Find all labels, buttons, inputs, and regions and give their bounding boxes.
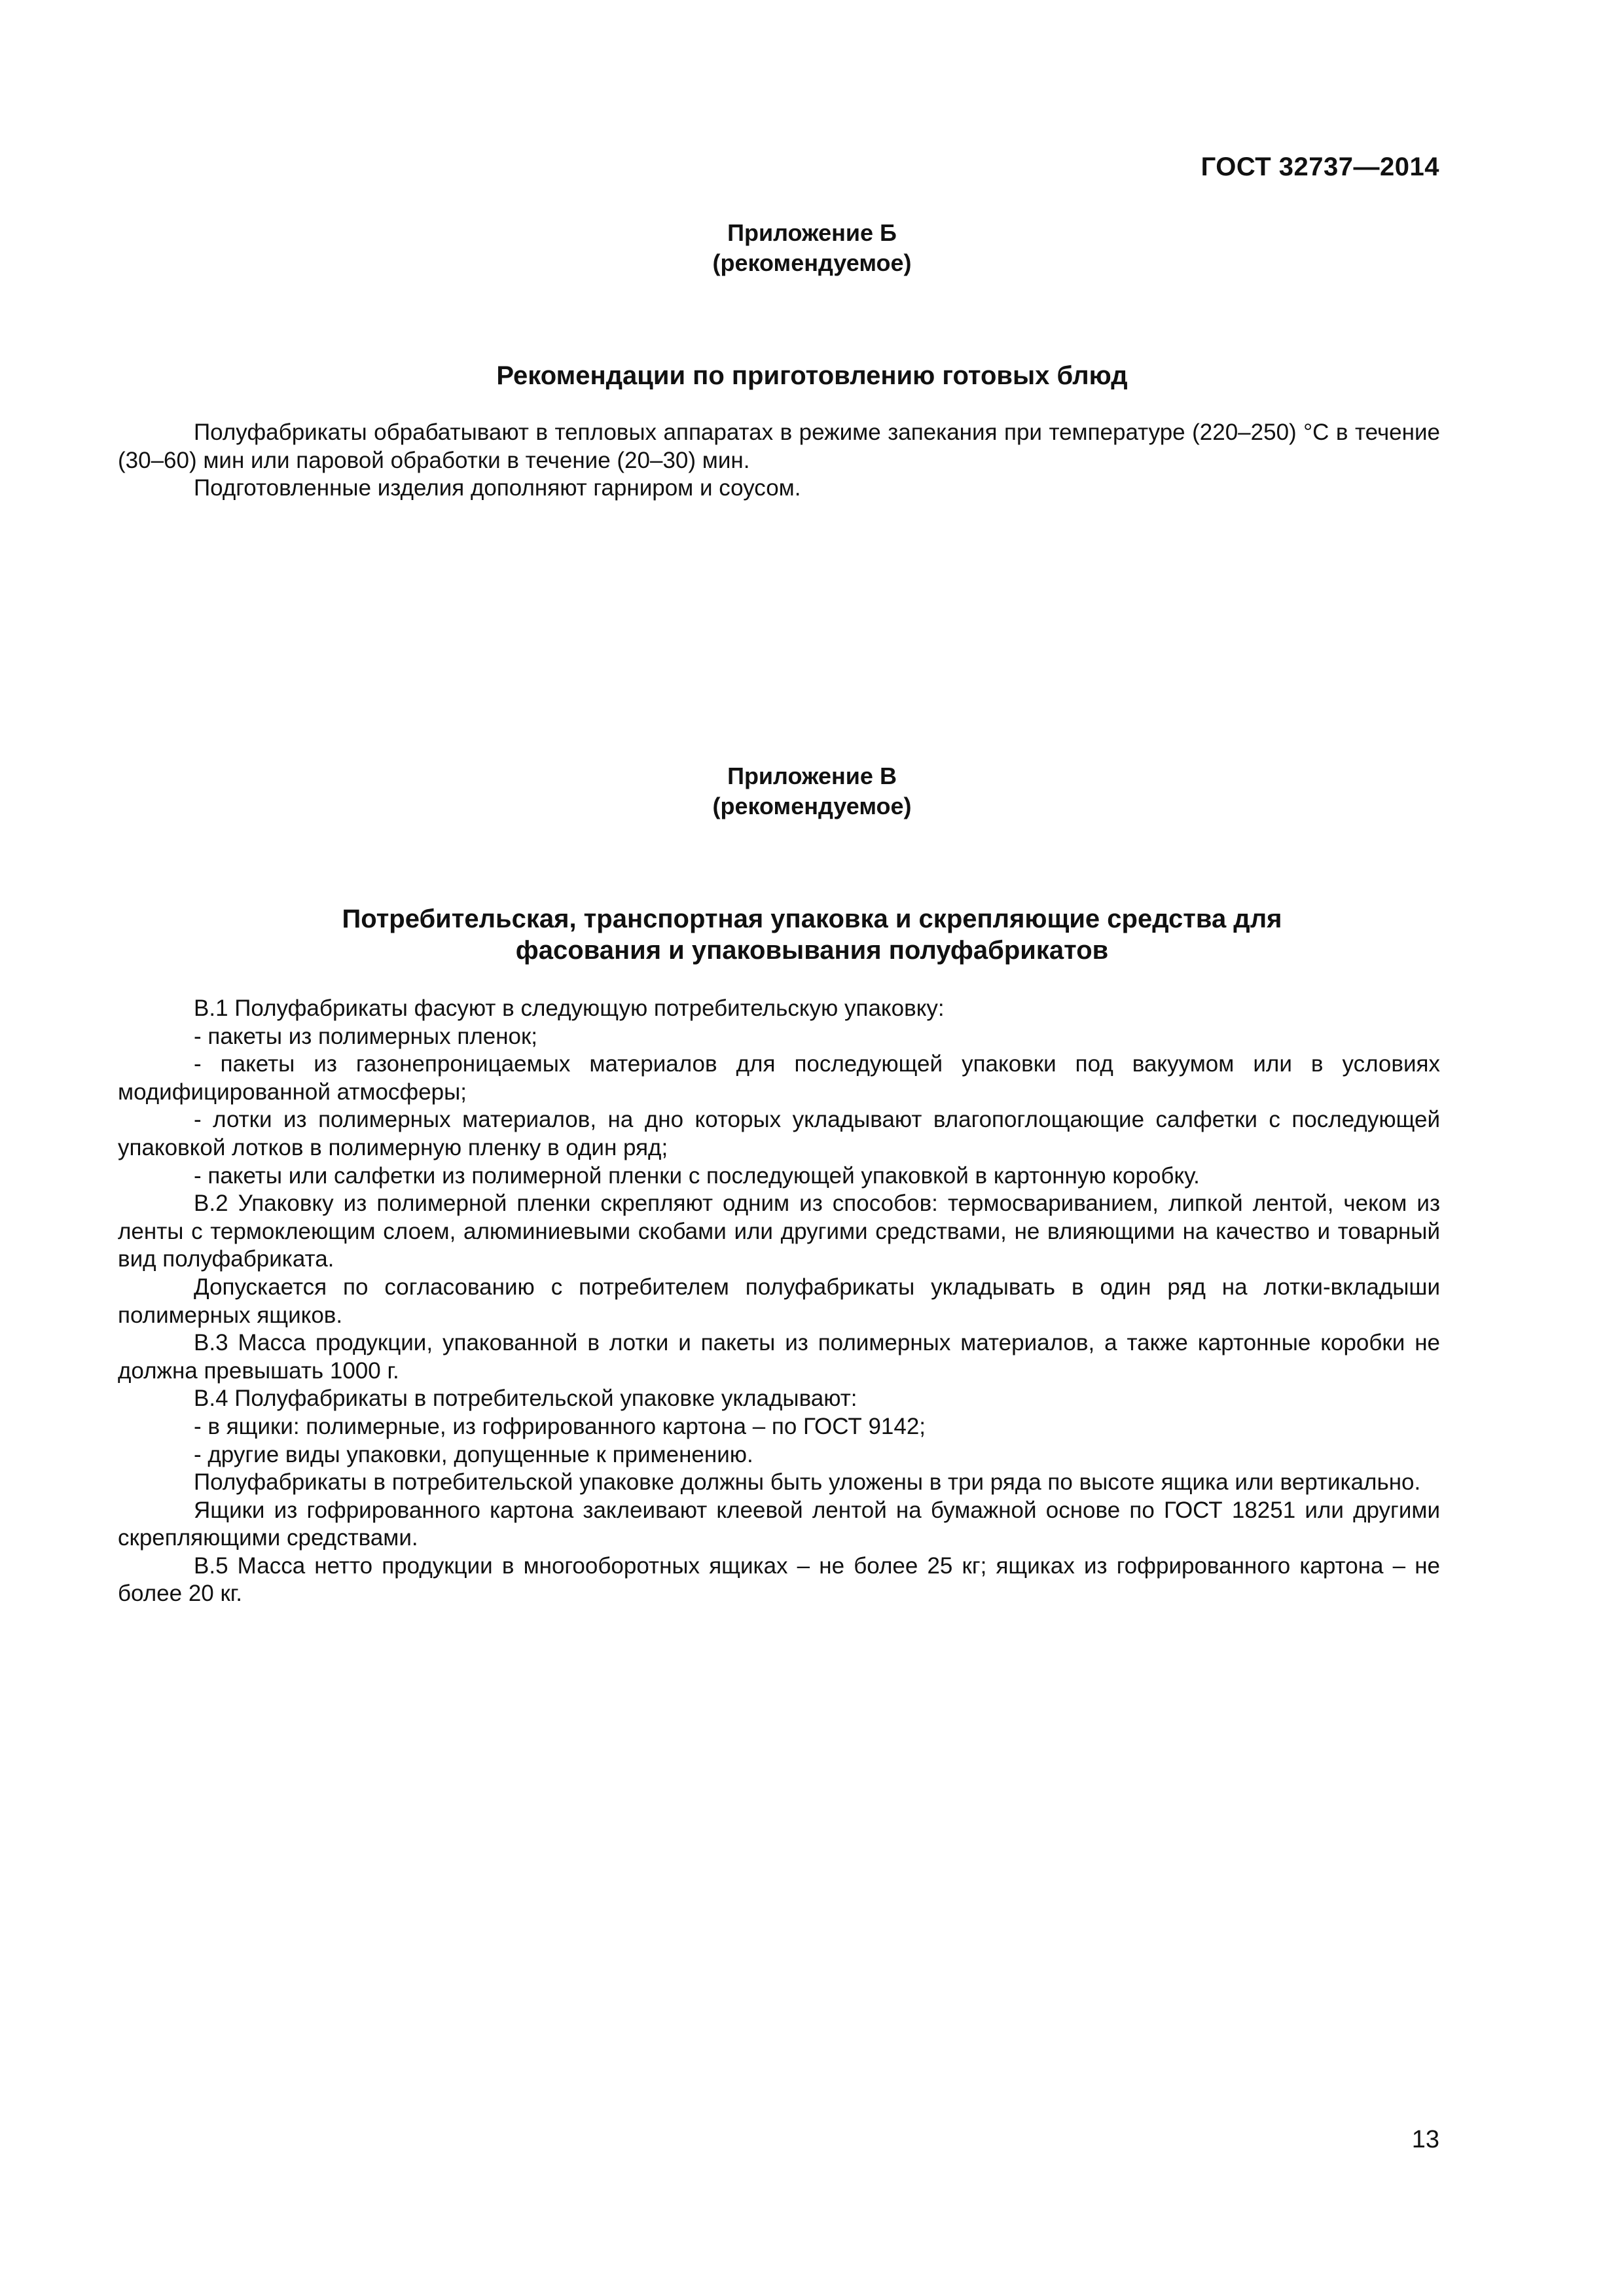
list-item: - пакеты из газонепроницаемых материалов для последующей упаковки под вакуумом или в условиях модифицированной атмосферы;	[118, 1051, 1440, 1105]
standard-code: ГОСТ 32737—2014	[1200, 152, 1439, 181]
list-item: - лотки из полимерных материалов, на дно которых укладывают влагопоглощающие салфетки с последующей упаковкой лотков в полимерную пленку в один ряд;	[118, 1107, 1440, 1160]
appendix-v-title-line1: Потребительская, транспортная упаковка и скрепляющие средства для	[342, 905, 1282, 933]
list-item: - в ящики: полимерные, из гофрированного картона – по ГОСТ 9142;	[194, 1413, 926, 1439]
appendix-v-body	[118, 995, 1440, 1608]
clause-v1: В.1 Полуфабрикаты фасуют в следующую потребительскую упаковку:	[194, 996, 945, 1021]
appendix-v-label: Приложение В	[727, 762, 897, 789]
appendix-b-status: (рекомендуемое)	[712, 249, 912, 276]
appendix-b-body	[118, 419, 1440, 503]
clause-v2: В.2 Упаковку из полимерной пленки скрепляют одним из способов: термосвариванием, липкой лентой, чеком из ленты с термоклеющим слоем, алюминиевыми скобами или другими средствами, не влияющими на качество и товарный вид полуфабриката.	[118, 1191, 1440, 1272]
appendix-v-status: (рекомендуемое)	[712, 793, 912, 819]
appendix-b-paragraph: Полуфабрикаты обрабатывают в тепловых аппаратах в режиме запекания при температуре (220–250) °С в течение (30–60) мин или паровой обработки в течение (20–30) мин.	[118, 420, 1440, 473]
paragraph: Допускается по согласованию с потребителем полуфабрикаты укладывать в один ряд на лотки-вкладыши полимерных ящиков.	[118, 1274, 1440, 1328]
page-number: 13	[1411, 2126, 1439, 2153]
appendix-b-label: Приложение Б	[727, 219, 897, 246]
appendix-v-title-line2: фасования и упаковывания полуфабрикатов	[515, 936, 1109, 965]
clause-v3: В.3 Масса продукции, упакованной в лотки и пакеты из полимерных материалов, а также картонные коробки не должна превышать 1000 г.	[118, 1330, 1440, 1384]
appendix-b-title	[0, 360, 1624, 391]
appendix-v-heading	[0, 761, 1624, 821]
appendix-v-title	[0, 903, 1624, 966]
clause-v4: В.4 Полуфабрикаты в потребительской упаковке укладывают:	[194, 1386, 857, 1412]
appendix-b-heading	[0, 218, 1624, 278]
list-item: - пакеты или салфетки из полимерной пленки с последующей упаковкой в картонную коробку.	[194, 1162, 1200, 1189]
list-item: - другие виды упаковки, допущенные к применению.	[194, 1441, 753, 1467]
list-item: - пакеты из полимерных пленок;	[194, 1023, 538, 1049]
clause-v5: В.5 Масса нетто продукции в многооборотных ящиках – не более 25 кг; ящиках из гофрированного картона – не более 20 кг.	[118, 1552, 1440, 1607]
appendix-b-paragraph: Подготовленные изделия дополняют гарниром и соусом.	[194, 475, 801, 501]
paragraph: Ящики из гофрированного картона заклеивают клеевой лентой на бумажной основе по ГОСТ 18251 или другими скрепляющими средствами.	[118, 1497, 1440, 1551]
appendix-b-title-text: Рекомендации по приготовлению готовых блюд	[496, 361, 1128, 390]
paragraph: Полуфабрикаты в потребительской упаковке должны быть уложены в три ряда по высоте ящика или вертикально.	[194, 1469, 1421, 1496]
